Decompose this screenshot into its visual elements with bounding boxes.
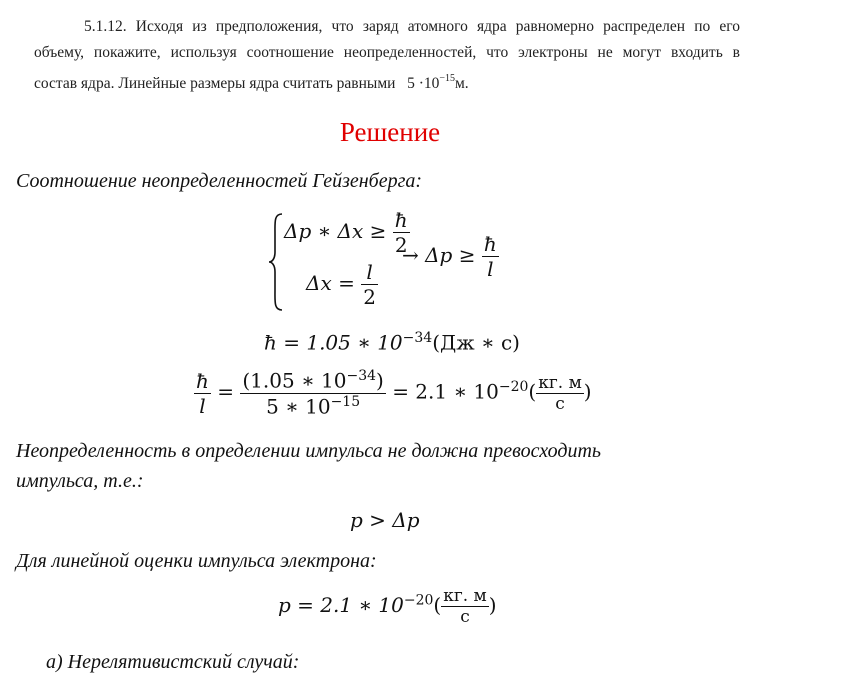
left-brace-icon: [268, 212, 284, 312]
ratio-mid-den-exp: −15: [330, 393, 361, 410]
linear-estimate-label: Для линейной оценки импульса электрона:: [16, 550, 377, 572]
hbar-eq-exp: −34: [402, 330, 433, 346]
problem-line-2: объему, покажите, используя соотношение неопределенностей, что электроны не могут входить в: [34, 44, 740, 61]
solution-heading: Решение: [339, 117, 441, 147]
problem-statement: [34, 14, 740, 97]
p-eq-unit-num: кг. м: [443, 586, 487, 606]
ratio-mid-den-base: 5 ∗ 10: [266, 394, 331, 419]
problem-line-3: [34, 66, 740, 97]
hbar-eq-unit: (Дж ∗ с): [432, 330, 520, 355]
ratio-unit-close: ): [583, 379, 592, 404]
ratio-unit-den: с: [536, 393, 584, 414]
inequality: p > Δp: [350, 508, 420, 532]
system-arrow: → Δp ≥: [402, 243, 476, 267]
system-result: [402, 232, 499, 281]
nucleus-size-unit: м.: [455, 75, 469, 92]
system-row1-num: ħ: [394, 208, 408, 232]
system-row-1: [284, 208, 410, 257]
ratio-mid-num-base: (1.05 ∗ 10: [242, 368, 347, 393]
ratio-left-num: ħ: [196, 368, 209, 393]
p-eq-unit-frac: [441, 586, 489, 627]
nucleus-size: [407, 75, 469, 92]
uncertainty-text-line-2: импульса, т.е.:: [16, 470, 144, 492]
ratio-unit-frac: [536, 373, 584, 414]
system-row2-num: l: [366, 260, 373, 284]
p-eq-lhs: p = 2.1 ∗ 10: [278, 593, 404, 617]
system-row-2: [306, 260, 378, 309]
p-eq-unit-close: ): [488, 593, 497, 617]
system-result-den: l: [482, 256, 499, 281]
ratio-unit-num: кг. м: [538, 372, 582, 393]
system-row1-lhs: Δp ∗ Δx ≥: [284, 219, 387, 243]
ratio-mid-num-exp: −34: [346, 368, 377, 384]
hbar-eq-lhs: ħ = 1.05 ∗ 10: [264, 330, 403, 355]
nucleus-size-base: 5 ·10: [407, 75, 440, 92]
ratio-left-den: l: [194, 393, 211, 418]
heisenberg-label: Соотношение неопределенностей Гейзенберга:: [16, 170, 423, 192]
ratio-mid-num: [240, 368, 385, 393]
ratio-mid-frac: [240, 368, 385, 418]
ratio-left-frac: [194, 369, 211, 418]
ratio-eq1: =: [217, 379, 235, 404]
ratio-eq2: = 2.1 ∗ 10: [392, 379, 499, 404]
problem-text-3: состав ядра. Линейные размеры ядра считать равными: [34, 75, 396, 92]
system-row2-lhs: Δx =: [306, 271, 355, 295]
ratio-equation: [194, 368, 592, 418]
system-row2-den: 2: [363, 285, 376, 309]
ratio-mid-den: [240, 393, 385, 419]
system-result-num: ħ: [483, 232, 497, 256]
ratio-result-exp: −20: [498, 379, 529, 395]
p-equation: [278, 586, 497, 627]
problem-text-1: Исходя из предположения, что заряд атомного ядра равномерно распределен по его: [135, 18, 741, 35]
system-row1-den: 2: [393, 232, 410, 257]
problem-number: 5.1.12.: [84, 18, 127, 35]
case-a-label: а) Нерелятивистский случай:: [46, 651, 300, 673]
system-row2-frac: [361, 260, 378, 309]
problem-line-1: [34, 14, 740, 40]
uncertainty-text-line-1: Неопределенность в определении импульса не должна превосходить: [16, 440, 601, 462]
hbar-equation: [264, 330, 520, 355]
p-eq-exp: −20: [403, 592, 434, 609]
p-eq-unit-open: (: [433, 593, 442, 617]
p-eq-unit-den: с: [441, 606, 489, 627]
system-result-frac: [482, 232, 499, 281]
ratio-mid-num-close: ): [376, 368, 384, 393]
ratio-unit-open: (: [528, 379, 537, 404]
nucleus-size-exp: −15: [439, 73, 455, 84]
